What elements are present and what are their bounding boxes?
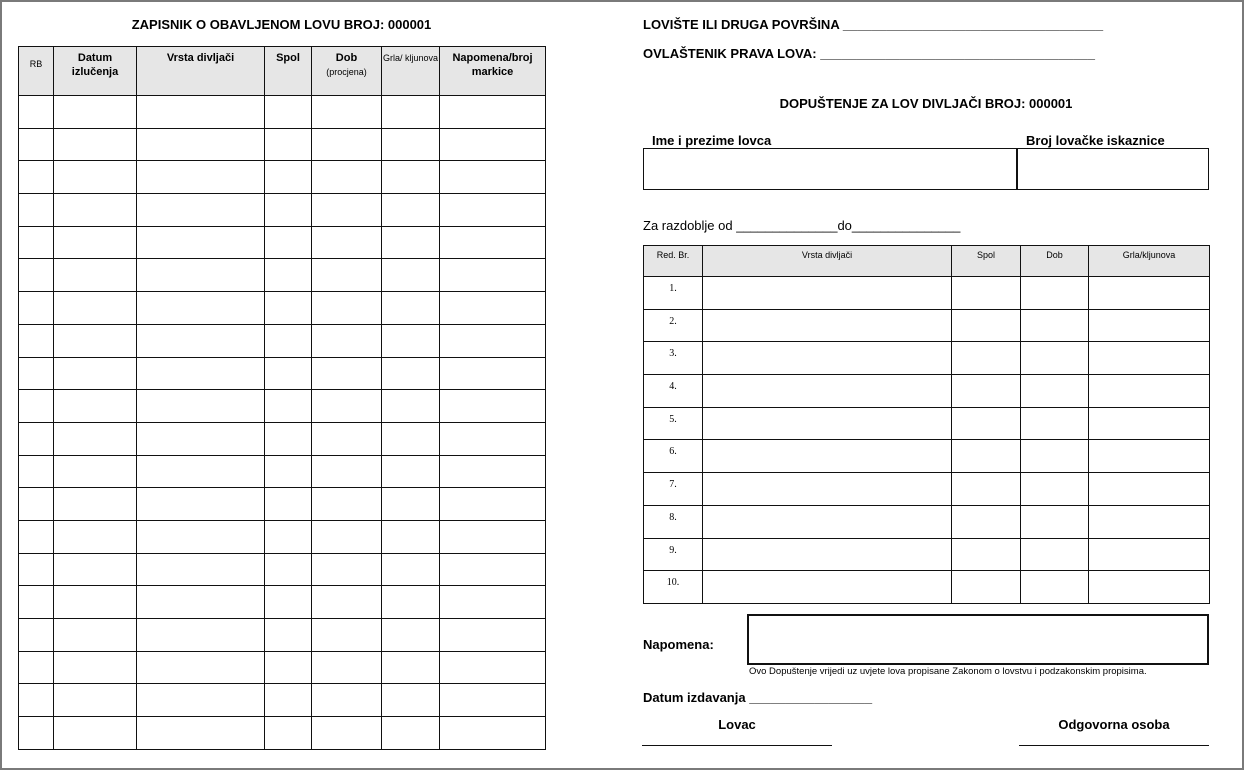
row-number: 1.: [644, 277, 703, 310]
table-cell[interactable]: [265, 553, 312, 586]
table-row: [19, 357, 546, 390]
table-cell[interactable]: [382, 292, 440, 325]
table-cell[interactable]: [952, 538, 1021, 571]
table-cell[interactable]: [440, 128, 546, 161]
table-cell[interactable]: [703, 407, 952, 440]
table-row: [19, 520, 546, 553]
table-cell[interactable]: [265, 292, 312, 325]
table-cell[interactable]: [440, 194, 546, 227]
table-row: [19, 619, 546, 652]
table-cell[interactable]: [19, 717, 54, 750]
table-cell[interactable]: [703, 505, 952, 538]
table-cell[interactable]: [312, 194, 382, 227]
table-cell[interactable]: [703, 571, 952, 604]
table-cell[interactable]: [952, 505, 1021, 538]
table-cell[interactable]: [265, 96, 312, 129]
table-cell[interactable]: [54, 553, 137, 586]
table-cell[interactable]: [265, 422, 312, 455]
table-cell[interactable]: [382, 684, 440, 717]
row-number: 2.: [644, 309, 703, 342]
table-cell[interactable]: [54, 619, 137, 652]
hunt-record-table: [18, 46, 546, 750]
table-cell[interactable]: [19, 390, 54, 423]
table-cell[interactable]: [137, 619, 265, 652]
table-cell[interactable]: [382, 194, 440, 227]
table-cell[interactable]: [440, 226, 546, 259]
table-cell[interactable]: [1021, 571, 1089, 604]
permit-row: [644, 277, 1210, 310]
table-cell[interactable]: [1021, 538, 1089, 571]
table-cell[interactable]: [312, 357, 382, 390]
header-age: [312, 47, 382, 96]
table-cell[interactable]: [440, 619, 546, 652]
table-row: [19, 194, 546, 227]
table-cell[interactable]: [19, 259, 54, 292]
table-cell[interactable]: [382, 488, 440, 521]
permit-row: [644, 571, 1210, 604]
table-row: [19, 128, 546, 161]
row-number: 7.: [644, 473, 703, 506]
table-cell[interactable]: [312, 128, 382, 161]
table-cell[interactable]: [137, 520, 265, 553]
table-cell[interactable]: [703, 309, 952, 342]
row-number: 10.: [644, 571, 703, 604]
table-cell[interactable]: [137, 553, 265, 586]
table-header-row: [19, 47, 546, 96]
table-row: [19, 259, 546, 292]
table-cell[interactable]: [54, 520, 137, 553]
table-row: [19, 553, 546, 586]
table-cell[interactable]: [382, 259, 440, 292]
note-text: Ovo Dopuštenje vrijedi uz uvjete lova propisane Zakonom o lovstvu i podzakonskim propisima.: [749, 666, 1147, 677]
table-cell[interactable]: [703, 342, 952, 375]
table-cell[interactable]: [312, 455, 382, 488]
table-cell[interactable]: [19, 226, 54, 259]
table-cell[interactable]: [1021, 407, 1089, 440]
row-number: 4.: [644, 375, 703, 408]
hunter-signature-label: Lovac: [718, 717, 756, 732]
table-row: [19, 324, 546, 357]
table-cell[interactable]: [382, 586, 440, 619]
header-sex: Spol: [952, 246, 1021, 277]
period-field[interactable]: Za razdoblje od ______________do_______________: [643, 218, 961, 233]
table-cell[interactable]: [382, 619, 440, 652]
table-cell[interactable]: [54, 259, 137, 292]
table-cell[interactable]: [265, 586, 312, 619]
row-number: 9.: [644, 538, 703, 571]
header-species: Vrsta divljači: [137, 47, 265, 96]
table-cell[interactable]: [137, 128, 265, 161]
table-cell[interactable]: [440, 586, 546, 619]
table-cell[interactable]: [137, 455, 265, 488]
table-cell[interactable]: [440, 684, 546, 717]
table-cell[interactable]: [440, 390, 546, 423]
table-cell[interactable]: [1089, 571, 1210, 604]
table-cell[interactable]: [54, 651, 137, 684]
table-row: [19, 161, 546, 194]
table-cell[interactable]: [382, 128, 440, 161]
table-cell[interactable]: [440, 553, 546, 586]
table-cell[interactable]: [440, 520, 546, 553]
table-cell[interactable]: [312, 96, 382, 129]
table-row: [19, 390, 546, 423]
table-cell[interactable]: [54, 292, 137, 325]
table-cell[interactable]: [137, 684, 265, 717]
permit-row: [644, 407, 1210, 440]
table-cell[interactable]: [19, 292, 54, 325]
table-cell[interactable]: [440, 651, 546, 684]
table-cell[interactable]: [19, 684, 54, 717]
table-cell[interactable]: [382, 161, 440, 194]
header-row-number: Red. Br.: [644, 246, 703, 277]
table-cell[interactable]: [1021, 277, 1089, 310]
hunter-signature-line[interactable]: [642, 745, 832, 746]
table-cell[interactable]: [137, 259, 265, 292]
table-cell[interactable]: [265, 259, 312, 292]
table-cell[interactable]: [703, 538, 952, 571]
table-cell[interactable]: [54, 422, 137, 455]
table-cell[interactable]: [137, 390, 265, 423]
table-cell[interactable]: [312, 292, 382, 325]
table-cell[interactable]: [440, 717, 546, 750]
table-cell[interactable]: [265, 717, 312, 750]
table-cell[interactable]: [703, 440, 952, 473]
table-cell[interactable]: [1021, 440, 1089, 473]
table-row: [19, 586, 546, 619]
responsible-signature-label: Odgovorna osoba: [1058, 717, 1170, 732]
table-cell[interactable]: [1021, 342, 1089, 375]
table-cell[interactable]: [19, 520, 54, 553]
table-cell[interactable]: [440, 96, 546, 129]
header-count: Grla/ kljunova: [382, 47, 440, 96]
table-cell[interactable]: [54, 324, 137, 357]
table-cell[interactable]: [440, 259, 546, 292]
header-age-sub: (procjena): [326, 67, 367, 77]
table-cell[interactable]: [19, 357, 54, 390]
table-cell[interactable]: [19, 586, 54, 619]
table-cell[interactable]: [382, 422, 440, 455]
table-cell[interactable]: [440, 357, 546, 390]
table-row: [19, 717, 546, 750]
table-cell[interactable]: [1089, 407, 1210, 440]
table-cell[interactable]: [952, 407, 1021, 440]
table-cell[interactable]: [19, 161, 54, 194]
table-cell[interactable]: [1021, 375, 1089, 408]
table-cell[interactable]: [382, 96, 440, 129]
table-cell[interactable]: [1089, 505, 1210, 538]
table-cell[interactable]: [265, 520, 312, 553]
table-cell[interactable]: [19, 651, 54, 684]
table-cell[interactable]: [312, 586, 382, 619]
table-cell[interactable]: [137, 292, 265, 325]
table-cell[interactable]: [54, 128, 137, 161]
table-cell[interactable]: [1021, 309, 1089, 342]
table-cell[interactable]: [312, 259, 382, 292]
table-cell[interactable]: [265, 161, 312, 194]
table-cell[interactable]: [265, 488, 312, 521]
table-cell[interactable]: [952, 473, 1021, 506]
table-cell[interactable]: [265, 455, 312, 488]
table-cell[interactable]: [19, 488, 54, 521]
table-cell[interactable]: [137, 422, 265, 455]
responsible-signature-line[interactable]: [1019, 745, 1209, 746]
table-cell[interactable]: [54, 194, 137, 227]
table-cell[interactable]: [1021, 473, 1089, 506]
hunter-card-label: Broj lovačke iskaznice: [1026, 133, 1165, 148]
header-rb: RB: [19, 47, 54, 96]
table-cell[interactable]: [1089, 277, 1210, 310]
table-cell[interactable]: [19, 553, 54, 586]
table-cell[interactable]: [1089, 440, 1210, 473]
record-title: ZAPISNIK O OBAVLJENOM LOVU BROJ: 000001: [131, 17, 432, 32]
table-cell[interactable]: [440, 161, 546, 194]
header-species: Vrsta divljači: [703, 246, 952, 277]
table-cell[interactable]: [1021, 505, 1089, 538]
table-cell[interactable]: [312, 553, 382, 586]
row-number: 3.: [644, 342, 703, 375]
table-cell[interactable]: [312, 390, 382, 423]
table-cell[interactable]: [19, 619, 54, 652]
table-cell[interactable]: [265, 651, 312, 684]
table-cell[interactable]: [312, 684, 382, 717]
table-cell[interactable]: [382, 357, 440, 390]
table-cell[interactable]: [382, 324, 440, 357]
table-cell[interactable]: [19, 128, 54, 161]
table-cell[interactable]: [312, 717, 382, 750]
table-cell[interactable]: [137, 717, 265, 750]
table-cell[interactable]: [952, 571, 1021, 604]
table-cell[interactable]: [54, 586, 137, 619]
table-cell[interactable]: [382, 553, 440, 586]
table-cell[interactable]: [137, 324, 265, 357]
table-cell[interactable]: [54, 390, 137, 423]
table-cell[interactable]: [952, 342, 1021, 375]
permit-row: [644, 342, 1210, 375]
table-cell[interactable]: [312, 488, 382, 521]
table-row: [19, 488, 546, 521]
table-cell[interactable]: [312, 651, 382, 684]
table-cell[interactable]: [265, 128, 312, 161]
table-cell[interactable]: [952, 440, 1021, 473]
table-cell[interactable]: [1089, 309, 1210, 342]
table-row: [19, 226, 546, 259]
hunting-ground-field[interactable]: LOVIŠTE ILI DRUGA POVRŠINA ____________________________________: [643, 17, 1104, 32]
table-row: [19, 684, 546, 717]
table-cell[interactable]: [1089, 342, 1210, 375]
table-cell[interactable]: [952, 277, 1021, 310]
table-cell[interactable]: [54, 161, 137, 194]
hunter-name-label: Ime i prezime lovca: [652, 133, 772, 148]
table-cell[interactable]: [440, 324, 546, 357]
table-cell[interactable]: [54, 717, 137, 750]
table-cell[interactable]: [265, 324, 312, 357]
table-cell[interactable]: [137, 96, 265, 129]
table-cell[interactable]: [19, 194, 54, 227]
note-field[interactable]: [747, 614, 1209, 665]
table-cell[interactable]: [54, 684, 137, 717]
header-date: Datum izlučenja: [54, 47, 137, 96]
hunter-card-field[interactable]: [1016, 148, 1209, 190]
table-cell[interactable]: [265, 226, 312, 259]
table-cell[interactable]: [382, 651, 440, 684]
table-cell[interactable]: [137, 651, 265, 684]
table-cell[interactable]: [312, 619, 382, 652]
table-cell[interactable]: [440, 488, 546, 521]
table-cell[interactable]: [19, 324, 54, 357]
table-cell[interactable]: [137, 488, 265, 521]
permit-row: [644, 538, 1210, 571]
permit-header-row: [644, 246, 1210, 277]
issue-date-field[interactable]: Datum izdavanja _________________: [643, 690, 873, 705]
hunting-rights-holder-field[interactable]: OVLAŠTENIK PRAVA LOVA: ______________________________________: [643, 46, 1095, 61]
table-cell[interactable]: [137, 194, 265, 227]
permit-row: [644, 473, 1210, 506]
header-count: Grla/kljunova: [1089, 246, 1210, 277]
table-cell[interactable]: [312, 324, 382, 357]
table-cell[interactable]: [312, 520, 382, 553]
table-cell[interactable]: [137, 161, 265, 194]
table-cell[interactable]: [703, 277, 952, 310]
note-label: Napomena:: [643, 637, 714, 652]
table-cell[interactable]: [19, 455, 54, 488]
table-cell[interactable]: [952, 309, 1021, 342]
table-cell[interactable]: [54, 357, 137, 390]
table-cell[interactable]: [54, 226, 137, 259]
table-cell[interactable]: [137, 357, 265, 390]
table-cell[interactable]: [54, 96, 137, 129]
table-cell[interactable]: [312, 226, 382, 259]
table-cell[interactable]: [265, 357, 312, 390]
table-cell[interactable]: [137, 226, 265, 259]
table-cell[interactable]: [382, 455, 440, 488]
table-cell[interactable]: [265, 684, 312, 717]
table-cell[interactable]: [1089, 538, 1210, 571]
header-age: Dob: [1021, 246, 1089, 277]
table-cell[interactable]: [382, 226, 440, 259]
table-cell[interactable]: [440, 292, 546, 325]
table-cell[interactable]: [312, 161, 382, 194]
permit-row: [644, 440, 1210, 473]
table-cell[interactable]: [1089, 473, 1210, 506]
permit-title: DOPUŠTENJE ZA LOV DIVLJAČI BROJ: 000001: [779, 96, 1073, 111]
table-row: [19, 651, 546, 684]
hunter-name-field[interactable]: [643, 148, 1018, 190]
row-number: 8.: [644, 505, 703, 538]
table-cell[interactable]: [952, 375, 1021, 408]
table-cell[interactable]: [265, 390, 312, 423]
table-row: [19, 96, 546, 129]
table-cell[interactable]: [382, 390, 440, 423]
table-cell[interactable]: [382, 717, 440, 750]
header-sex: Spol: [265, 47, 312, 96]
table-cell[interactable]: [312, 422, 382, 455]
row-number: 6.: [644, 440, 703, 473]
permit-table: [643, 245, 1210, 604]
table-cell[interactable]: [19, 96, 54, 129]
header-note: Napomena/broj markice: [440, 47, 546, 96]
permit-row: [644, 505, 1210, 538]
table-cell[interactable]: [703, 473, 952, 506]
table-cell[interactable]: [265, 194, 312, 227]
table-row: [19, 292, 546, 325]
table-cell[interactable]: [703, 375, 952, 408]
table-cell[interactable]: [440, 422, 546, 455]
table-cell[interactable]: [440, 455, 546, 488]
header-age-main: Dob: [335, 52, 358, 64]
table-cell[interactable]: [1089, 375, 1210, 408]
table-cell[interactable]: [382, 520, 440, 553]
permit-row: [644, 375, 1210, 408]
table-cell[interactable]: [137, 586, 265, 619]
table-cell[interactable]: [19, 422, 54, 455]
table-cell[interactable]: [265, 619, 312, 652]
row-number: 5.: [644, 407, 703, 440]
table-row: [19, 422, 546, 455]
permit-row: [644, 309, 1210, 342]
table-cell[interactable]: [54, 488, 137, 521]
table-cell[interactable]: [54, 455, 137, 488]
table-row: [19, 455, 546, 488]
